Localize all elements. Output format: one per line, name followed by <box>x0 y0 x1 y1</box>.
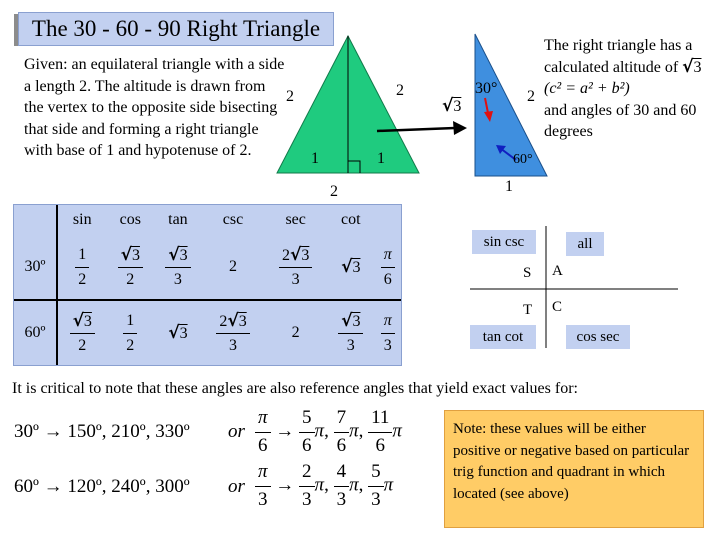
quadrant-S: S <box>523 265 532 281</box>
arrow-icon: → <box>275 474 295 496</box>
cos60: $\frac{1}{2}$ <box>106 300 154 365</box>
equation-60: 60º → 120º, 240º, 300º <box>14 476 190 497</box>
cot30: √3 <box>341 257 361 277</box>
right-triangle-hypotenuse: 2 <box>527 88 535 105</box>
right-triangle-base: 1 <box>505 178 513 195</box>
quadrant-4-box: cos sec <box>566 325 630 349</box>
header-cos: cos <box>119 211 141 228</box>
arrow-icon: → <box>43 476 63 497</box>
rad30: $\frac{\pi}{6}$ <box>375 235 401 300</box>
csc30: 2 <box>229 258 238 275</box>
radical-icon: √ <box>682 56 694 77</box>
sec30: $\frac{2√3}{3}$ <box>264 235 327 300</box>
quadrant-1-box: all <box>566 232 604 256</box>
note-box: Note: these values will be either positive or negative based on particular trig function and quadrant in which located (see above) <box>444 410 704 528</box>
header-tan: tan <box>168 211 188 228</box>
quadrant-C: C <box>552 299 563 315</box>
arrow-icon: → <box>43 421 63 442</box>
row-label-60: 60º <box>14 300 57 365</box>
desc-line1: The right triangle has a calculated altitude of <box>544 37 693 76</box>
sin60: $\frac{√3}{2}$ <box>57 300 106 365</box>
sec60: 2 <box>264 300 327 365</box>
quadrant-2-box: sin csc <box>472 230 536 254</box>
equation-60-radians: $\frac{\pi}{3}$ → $\frac{2}{3}$ π, $\frac{4}{3}$ π, $\frac{5}{3}$ π <box>255 461 393 512</box>
right-triangle-description <box>544 35 720 143</box>
tan60: √3 <box>154 300 202 365</box>
arrow-right-icon <box>375 118 470 148</box>
right-triangle-altitude: √3 <box>442 96 462 116</box>
equation-30-radians: $\frac{\pi}{6}$ → $\frac{5}{6}$ π, $\frac{7}{6}$ π, $\frac{11}{6}$ π <box>255 407 402 458</box>
page-title: The 30 - 60 - 90 Right Triangle <box>18 12 334 46</box>
header-cot: cot <box>341 211 361 228</box>
or-30: or <box>228 421 245 442</box>
angle-60-label: 60° <box>513 152 533 167</box>
desc-altitude: √3 <box>682 56 702 77</box>
header-sin: sin <box>72 211 92 228</box>
desc-line3: and angles of 30 and 60 degrees <box>544 101 697 140</box>
arrow-icon: → <box>275 420 295 442</box>
equation-30: 30º → 150º, 210º, 330º <box>14 421 190 442</box>
angle-30-label: 30° <box>475 80 498 97</box>
equilateral-left-half: 1 <box>311 150 319 167</box>
given-text: Given: an equilateral triangle with a side a length 2. The altitude is drawn from the vertex to the opposite side bisecting that side and forming a right triangle with base of 1 and hypotenuse of 2. <box>24 56 285 159</box>
header-csc: csc <box>222 211 244 228</box>
equilateral-right-half: 1 <box>377 150 385 167</box>
or-60: or <box>228 476 245 497</box>
equilateral-base: 2 <box>330 183 338 200</box>
desc-formula: (c² = a² + b²) <box>544 80 630 97</box>
header-sec: sec <box>285 211 306 228</box>
radical-icon: √ <box>442 96 454 116</box>
quadrant-A: A <box>552 263 563 279</box>
tan30: $\frac{√3}{3}$ <box>154 235 202 300</box>
quadrant-3-box: tan cot <box>470 325 536 349</box>
cos30: $\frac{√3}{2}$ <box>106 235 154 300</box>
row-label-30: 30º <box>14 235 57 300</box>
sin30: $\frac{1}{2}$ <box>57 235 106 300</box>
cot60: $\frac{√3}{3}$ <box>327 300 375 365</box>
csc60: $\frac{2√3}{3}$ <box>202 300 265 365</box>
equilateral-left-side: 2 <box>286 88 294 105</box>
equilateral-right-side: 2 <box>396 82 404 99</box>
trig-table <box>13 204 402 366</box>
rad60: $\frac{\pi}{3}$ <box>375 300 401 365</box>
quadrant-T: T <box>523 302 533 318</box>
critical-text: It is critical to note that these angles are also reference angles that yield exact values for: <box>12 380 578 397</box>
